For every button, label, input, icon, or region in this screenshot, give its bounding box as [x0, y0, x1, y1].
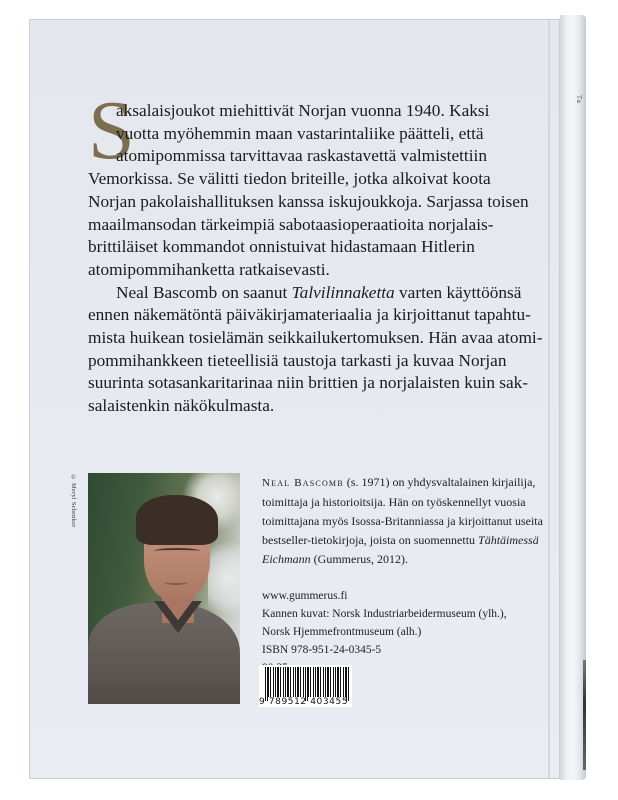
author-photo — [88, 473, 240, 704]
author-name: Neal Bascomb — [262, 477, 344, 489]
bio-line — [262, 473, 552, 493]
blurb-line: suurinta sotasankaritarinaa niin brittien ja norjalaisten kuin sak- — [88, 373, 529, 393]
cover-hinge — [548, 20, 550, 778]
blurb-line: aksalaisjoukot miehittivät Norjan vuonna 1940. Kaksi — [116, 101, 490, 120]
isbn: ISBN 978-951-24-0345-5 — [262, 644, 382, 656]
photo-background-highlight — [208, 533, 240, 623]
blurb-text — [88, 100, 543, 418]
text-run: varten käyttöönsä — [394, 282, 522, 302]
bio-line: toimittajana myös Isossa-Britanniassa ja kirjoittanut useita — [262, 514, 543, 528]
blurb-paragraph-1-cont — [88, 168, 538, 282]
photo-eyes — [154, 548, 200, 554]
text-run: bestseller-tietokirjoja, joista on suomennettu — [262, 533, 479, 547]
blurb-line: pommihankkeen tieteellisiä taustoja tarkasti ja kuvaa Norjan — [88, 350, 507, 370]
publication-info — [262, 587, 507, 677]
bio-line: toimittaja ja historioitsija. Hän on työskennellyt vuosia — [262, 495, 526, 509]
blurb-line: Norjan pakolaishallituksen kanssa iskujoukkoja. Sarjassa toisen — [88, 191, 529, 211]
book-title-italic: Eichmann — [262, 552, 311, 566]
cover-credit: Kannen kuvat: Norsk Industriarbeidermuseum (ylh.), — [262, 608, 507, 620]
spine-text: Ta — [575, 95, 582, 105]
book-title-italic: Tähtäimessä — [478, 533, 539, 547]
publisher-website: www.gummerus.fi — [262, 590, 348, 602]
blurb-line: brittiläiset kommandot onnistuivat hidastamaan Hitlerin — [88, 237, 475, 257]
author-bio — [262, 473, 552, 569]
spine-worn-edge — [583, 660, 586, 770]
blurb-line: atomipommissa tarvittavaa raskastavettä valmistettiin — [116, 146, 487, 166]
blurb-line: salaistenkin näkökulmasta. — [88, 396, 275, 416]
barcode-digits: 9 789512 403455 — [259, 697, 349, 707]
blurb-line: atomipommihanketta ratkaisevasti. — [88, 259, 330, 279]
blurb-line: maailmansodan tärkeimpiä sabotaasioperaatioita norjalais- — [88, 214, 494, 234]
blurb-paragraph-2 — [88, 282, 543, 418]
barcode-guard — [305, 667, 308, 701]
blurb-line: vuotta myöhemmin maan vastarintaliike päätteli, että — [116, 123, 484, 143]
barcode-guard — [346, 667, 349, 701]
isbn-barcode — [259, 665, 352, 707]
photo-mouth — [164, 580, 188, 585]
blurb-line: mista huikean tosielämän seikkailukertomuksen. Hän avaa atomi- — [88, 328, 543, 348]
text-run: Neal Bascomb on saanut — [116, 282, 292, 302]
cover-credit: Norsk Hjemmefrontmuseum (alh.) — [262, 626, 422, 638]
blurb-line: Vemorkissa. Se välitti tiedon briteille, jotka alkoivat koota — [88, 169, 491, 189]
bio-line — [262, 550, 552, 569]
drop-cap: S — [88, 84, 135, 177]
book-title-italic: Talvilinnaketta — [291, 282, 395, 302]
text-run: (s. 1971) on yhdysvaltalainen kirjailija, — [343, 475, 536, 489]
photo-credit: © Meryl Schenker — [70, 474, 77, 528]
blurb-line — [88, 282, 538, 305]
text-run: (Gummerus, 2012). — [310, 552, 408, 566]
barcode-guard — [265, 667, 268, 701]
blurb-paragraph-1 — [88, 100, 538, 168]
blurb-line: ennen näkemätöntä päiväkirjamateriaalia ja kirjoittanut tapahtu- — [88, 305, 531, 325]
photo-hair — [136, 495, 218, 545]
bio-line — [262, 531, 552, 550]
